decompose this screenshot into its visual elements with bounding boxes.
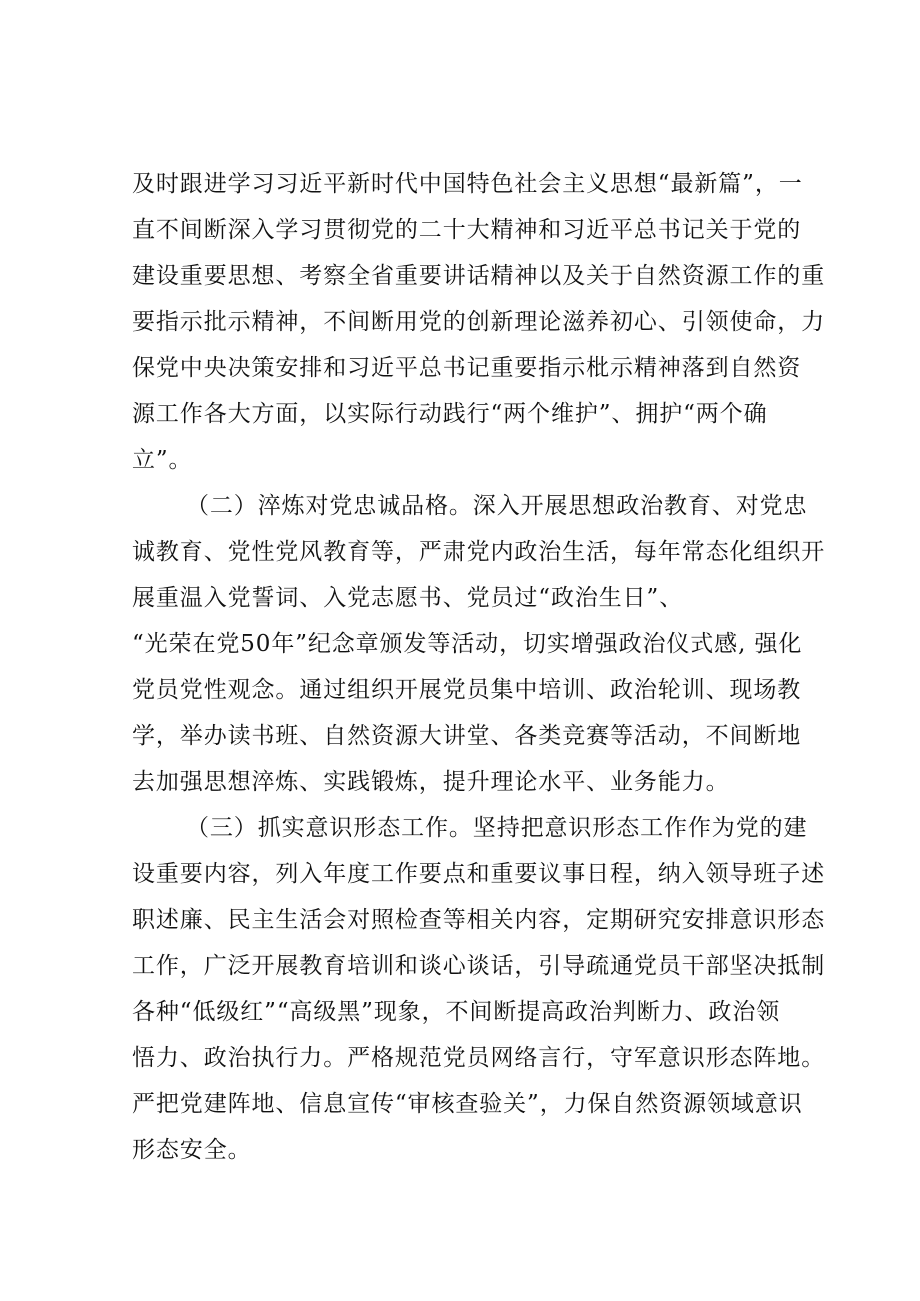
text-line: 学，举办读书班、自然资源大讲堂、各类竞赛等活动，不间断地	[132, 723, 802, 749]
section-heading-line: （二）淬炼对党忠诚品格。深入开展思想政治教育、对党忠	[186, 493, 808, 519]
text-line: 保党中央决策安排和习近平总书记重要指示枇示精神落到自然资	[132, 355, 802, 381]
text-line: 严把党建阵地、信息宣传“审核查验关”，力保自然资源领域意识	[132, 1091, 803, 1117]
text-line: 各种“低级红”“高级黑”现象，不间断提高政治判断力、政治领	[132, 999, 781, 1025]
section-heading-line: （三）抓实意识形态工作。坚持把意识形态工作作为党的建	[186, 815, 808, 841]
text-line: 展重温入党誓词、入党志愿书、党员过“政治生日”、	[132, 585, 684, 611]
text-line: 党员党性观念。通过组织开展党员集中培训、政治轮训、现场教	[132, 677, 802, 703]
text-line: 工作，广泛开展教育培训和谈心谈话，引导疏通党员干部坚决抵制	[132, 953, 826, 979]
text-line: “光荣在党50年”纪念章颁发等活动，切实增强政治仪式感, 强化	[132, 631, 803, 657]
text-line: 悟力、政治执行力。严格规范党员网络言行，守军意识形态阵地。	[132, 1045, 826, 1071]
text-line: 形态安全。	[132, 1137, 252, 1163]
text-line: 建设重要思想、考察全省重要讲话精神以及关于自然资源工作的重	[132, 263, 826, 289]
text-line: 诚教育、党性党风教育等，严肃党内政治生活，每年常态化组织开	[132, 539, 826, 565]
text-line: 要指示批示精神，不间断用党的创新理论滋养初心、引领使命，力	[132, 309, 826, 335]
text-line: 立”。	[132, 447, 193, 473]
text-line: 职述廉、民主生活会对照检查等相关内容，定期研究安排意识形态	[132, 907, 826, 933]
text-line: 直不间断深入学习贯彻党的二十大精神和习近平总书记关于党的	[132, 217, 802, 243]
text-line: 设重要内容，列入年度工作要点和重要议事日程，纳入领导班子述	[132, 861, 826, 887]
text-line: 去加强思想淬炼、实践锻炼，提升理论水平、业务能力。	[132, 769, 730, 795]
text-line: 及时跟进学习习近平新时代中国特色社会主义思想“最新篇”，一	[132, 171, 803, 197]
text-line: 源工作各大方面，以实际行动践行“两个维护”、拥护“两个确	[132, 401, 768, 427]
